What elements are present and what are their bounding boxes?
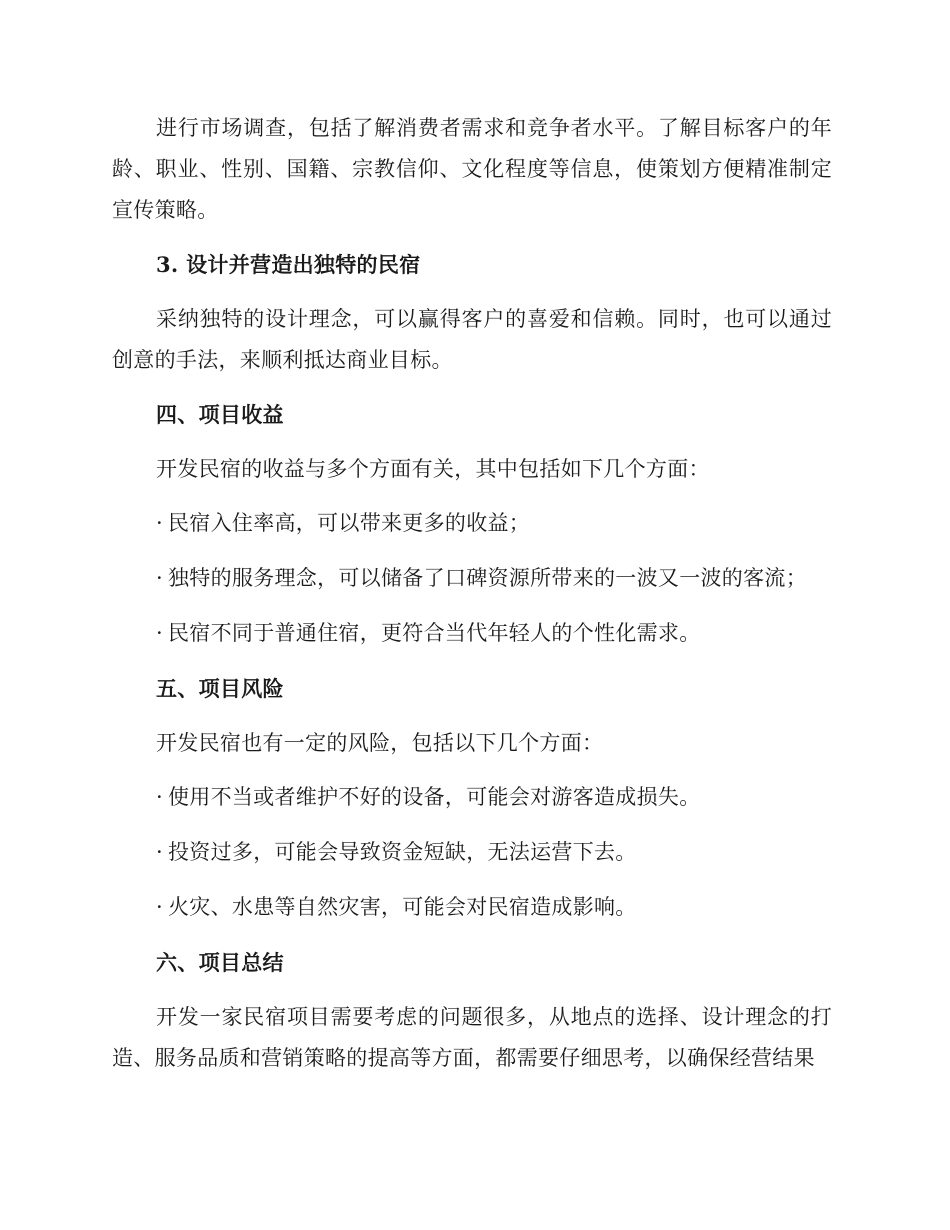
list-item-revenue — [112, 503, 832, 544]
paragraph-revenue-intro: 开发民宿的收益与多个方面有关，其中包括如下几个方面： — [156, 457, 710, 481]
paragraph-market-research: 进行市场调查，包括了解消费者需求和竞争者水平。了解目标客户的年龄、职业、性别、国籍、宗教信仰、文化程度等信息，使策划方便精准制定宣传策略。 — [112, 116, 832, 222]
document-body — [112, 108, 832, 1092]
bullet-marker: · — [156, 785, 163, 809]
paragraph-summary: 开发一家民宿项目需要考虑的问题很多，从地点的选择、设计理念的打造、服务品质和营销策略的提高等方面，都需要仔细思考，以确保经营结果 — [112, 1005, 832, 1070]
section-heading-risk: 五、项目风险 — [156, 676, 284, 701]
paragraph-design-concept: 采纳独特的设计理念，可以赢得客户的喜爱和信赖。同时，也可以通过创意的手法，来顺利抵达商业目标。 — [112, 307, 832, 372]
list-item-text: 火灾、水患等自然灾害，可能会对民宿造成影响。 — [168, 895, 637, 919]
list-item-text: 使用不当或者维护不好的设备，可能会对游客造成损失。 — [168, 785, 701, 809]
list-item-risk — [112, 777, 832, 818]
list-item-risk — [112, 832, 832, 873]
section-heading-design: 3. 设计并营造出独特的民宿 — [156, 252, 421, 277]
list-item-revenue — [112, 558, 832, 599]
list-item-text: 独特的服务理念，可以储备了口碑资源所带来的一波又一波的客流； — [168, 566, 807, 590]
bullet-marker: · — [156, 566, 163, 590]
bullet-marker: · — [156, 621, 163, 645]
bullet-marker: · — [156, 895, 163, 919]
list-item-risk — [112, 887, 832, 928]
list-item-text: 投资过多，可能会导致资金短缺，无法运营下去。 — [168, 840, 637, 864]
list-item-text: 民宿不同于普通住宿，更符合当代年轻人的个性化需求。 — [168, 621, 701, 645]
paragraph-risk-intro: 开发民宿也有一定的风险，包括以下几个方面： — [156, 731, 604, 755]
bullet-marker: · — [156, 840, 163, 864]
section-heading-revenue: 四、项目收益 — [156, 402, 284, 427]
list-item-text: 民宿入住率高，可以带来更多的收益； — [168, 511, 531, 535]
section-heading-summary: 六、项目总结 — [156, 950, 284, 975]
list-item-revenue — [112, 613, 832, 654]
bullet-marker: · — [156, 511, 163, 535]
